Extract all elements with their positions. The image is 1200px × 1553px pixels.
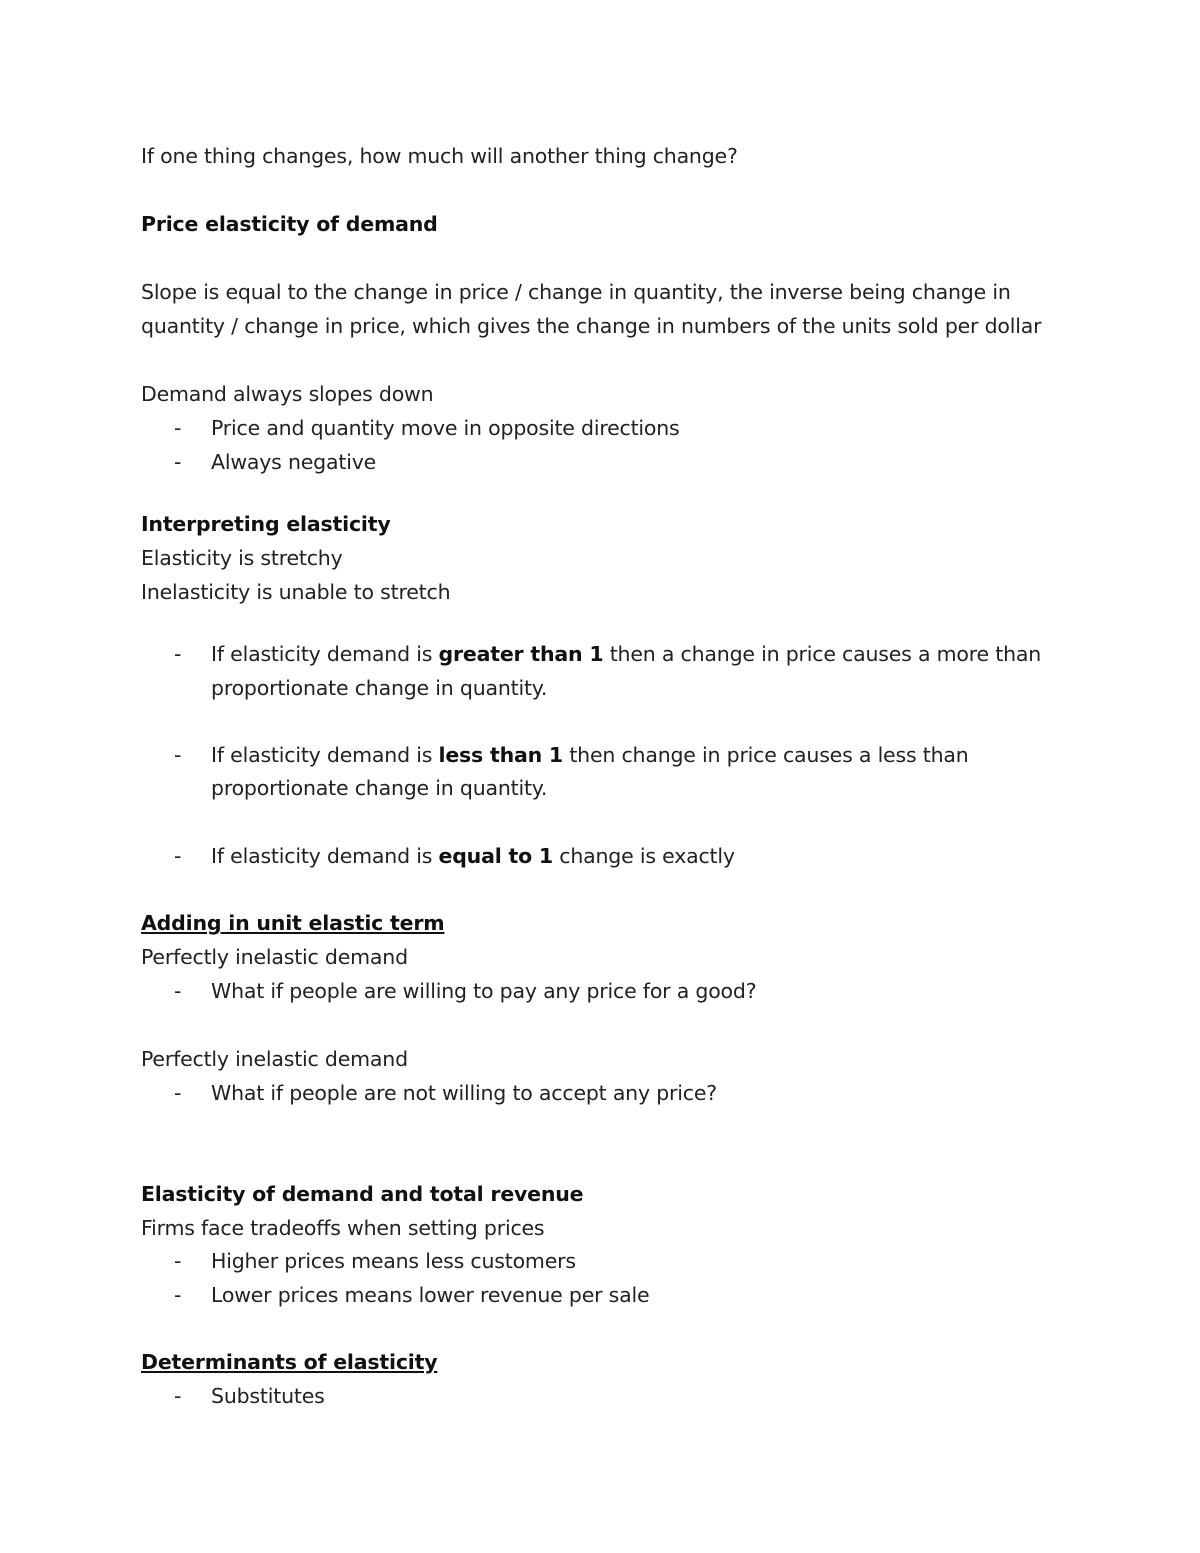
- heading-total-revenue: Elasticity of demand and total revenue: [141, 1182, 584, 1206]
- heading-determinants: Determinants of elasticity: [141, 1350, 438, 1374]
- bullet-equal-to-1: If elasticity demand is equal to 1 change is exactly: [211, 844, 735, 868]
- bullet-dash: -: [174, 1081, 182, 1105]
- bullet-not-willing: What if people are not willing to accept any price?: [211, 1081, 717, 1105]
- elasticity-stretchy-text: Elasticity is stretchy: [141, 546, 343, 570]
- bullet-dash: -: [174, 450, 182, 474]
- slope-text-line-2: quantity / change in price, which gives the change in numbers of the units sold per dollar: [141, 314, 1042, 338]
- bullet-always-negative: Always negative: [211, 450, 377, 474]
- slope-text-line-1: Slope is equal to the change in price / change in quantity, the inverse being change in: [141, 280, 1011, 304]
- perfectly-inelastic-label-2: Perfectly inelastic demand: [141, 1047, 408, 1071]
- bullet-dash: -: [174, 979, 182, 1003]
- tradeoffs-text: Firms face tradeoffs when setting prices: [141, 1216, 545, 1240]
- heading-unit-elastic-term: Adding in unit elastic term: [141, 911, 445, 935]
- bullet-less-than-1-cont: proportionate change in quantity.: [211, 776, 548, 800]
- bullet-substitutes: Substitutes: [211, 1384, 325, 1408]
- intro-question: If one thing changes, how much will another thing change?: [141, 144, 738, 168]
- bullet-dash: -: [174, 844, 182, 868]
- perfectly-inelastic-label-1: Perfectly inelastic demand: [141, 945, 408, 969]
- bullet-higher-prices: Higher prices means less customers: [211, 1249, 576, 1273]
- bullet-dash: -: [174, 743, 182, 767]
- bullet-greater-than-1-cont: proportionate change in quantity.: [211, 676, 548, 700]
- demand-slopes-text: Demand always slopes down: [141, 382, 434, 406]
- heading-price-elasticity: Price elasticity of demand: [141, 212, 438, 236]
- bullet-lower-prices: Lower prices means lower revenue per sale: [211, 1283, 650, 1307]
- bullet-less-than-1: If elasticity demand is less than 1 then change in price causes a less than: [211, 743, 969, 767]
- inelasticity-text: Inelasticity is unable to stretch: [141, 580, 451, 604]
- bullet-dash: -: [174, 1249, 182, 1273]
- bullet-dash: -: [174, 1283, 182, 1307]
- bullet-dash: -: [174, 416, 182, 440]
- bullet-dash: -: [174, 1384, 182, 1408]
- bullet-greater-than-1: If elasticity demand is greater than 1 then a change in price causes a more than: [211, 642, 1042, 666]
- heading-interpreting-elasticity: Interpreting elasticity: [141, 512, 391, 536]
- bullet-dash: -: [174, 642, 182, 666]
- bullet-opposite-directions: Price and quantity move in opposite directions: [211, 416, 680, 440]
- bullet-willing-to-pay: What if people are willing to pay any price for a good?: [211, 979, 757, 1003]
